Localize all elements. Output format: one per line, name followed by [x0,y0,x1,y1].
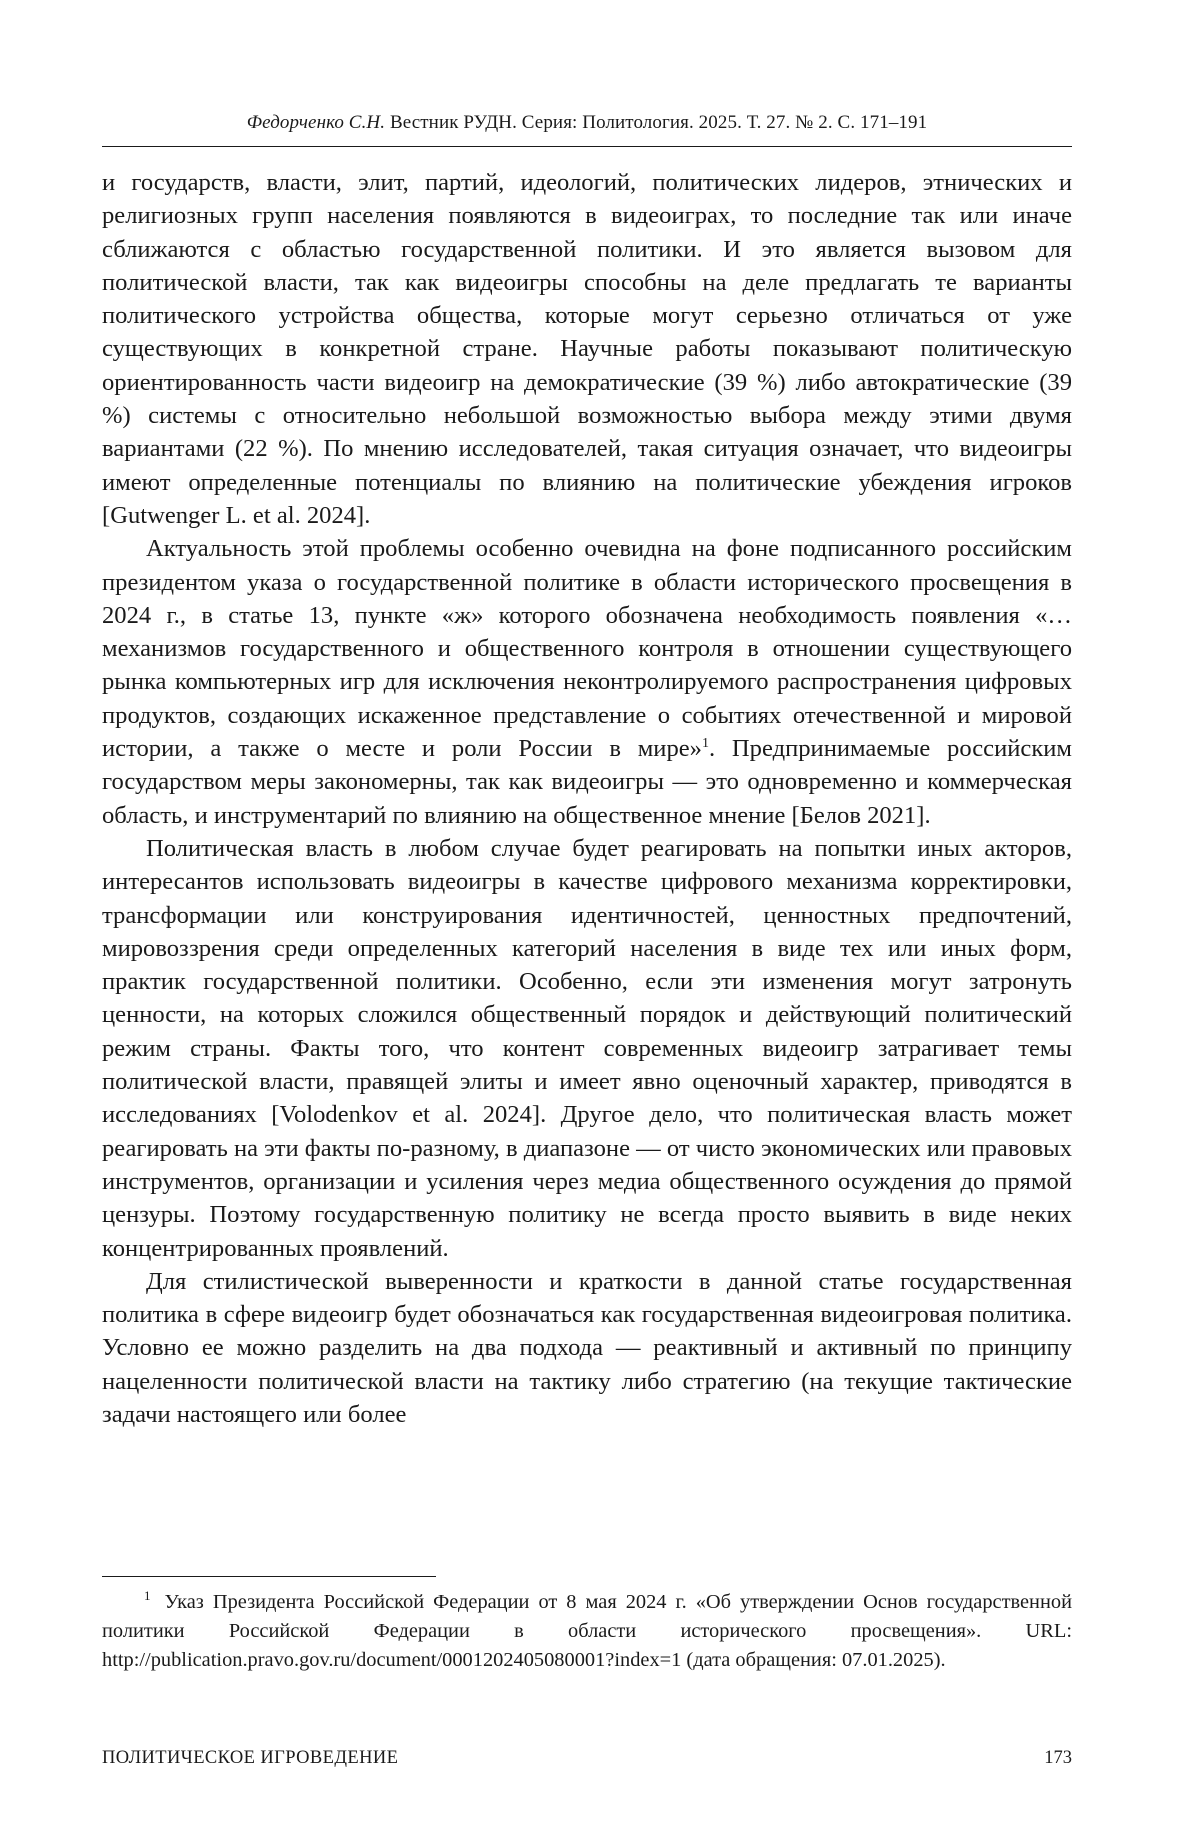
article-body [102,166,1072,1431]
journal-page [102,0,1072,1834]
paragraph-3: Политическая власть в любом случае будет реагировать на попытки иных акторов, интересантов использовать видеоигры в качестве цифрового механизма корректировки, трансформации или конструирования идентичностей, ценност­ных предпочтений, мировоззрения среди определенных категорий населения в виде тех или иных форм, практик государственной политики. Особенно, если эти изменения могут затронуть ценности, на которых сложился общественный порядок и действующий политический режим страны. Факты того, что контент современных видеоигр затрагивает темы политической власти, правящей эли­ты и имеет явно оценочный характер, приводятся в исследованиях [Volodenkov et al. 2024]. Другое дело, что политическая власть может реагировать на эти фак­ты по-разному, в диапазоне — от чисто экономических или правовых инстру­ментов, организации и усиления через медиа общественного осуждения до пря­мой цензуры. Поэтому государственную политику не всегда просто выявить в виде неких концентрированных проявлений. [102,832,1072,1265]
footnote-reference[interactable]: 1 [702,736,709,751]
footnote-text: Указ Президента Российской Федерации от 8 мая 2024 г. «Об утверждении Основ государ­ственной политики Российской Федерации в области исторического просвещения». URL: http://publication.pravo.gov.ru/document/0001202405080001?index=1 (дата обращения: 07.01.2025). [102,1591,1072,1671]
page-number: 173 [1044,1748,1072,1769]
paragraph-2-text-a: Актуальность этой проблемы особенно очевидна на фоне подписанного рос­сийским президентом указа о государственной политике в области историческо­го просвещения в 2024 г., в статье 13, пункте «ж» которого обозначена необходи­мость появления «…механизмов государственного и общественного контроля в отношении существующего рынка компьютерных игр для исключения некон­тролируемого распространения цифровых продуктов, создающих искаженное представление о событиях отечественной и мировой истории, а также о месте и роли России в мире» [102,535,1072,762]
paragraph-1: и государств, власти, элит, партий, идеологий, политических лидеров, этничес­ких и религиозных групп населения появляются в видеоиграх, то последние так или иначе сближаются с областью государственной политики. И это являет­ся вызовом для политической власти, так как видеоигры способны на деле пред­лагать те варианты политического устройства общества, которые могут серьезно отличаться от уже существующих в конкретной стране. Научные работы пока­зывают политическую ориентированность части видеоигр на демократические (39 %) либо автократические (39 %) системы с относительно небольшой возмож­ностью выбора между этими двумя вариантами (22 %). По мнению исследовате­лей, такая ситуация означает, что видеоигры имеют определенные потенциалы по влиянию на политические убеждения игроков [Gutwenger L. et al. 2024]. [102,166,1072,532]
footnote [102,1588,1072,1675]
header-rule [102,146,1072,147]
footnote-rule [102,1576,436,1577]
paragraph-2 [102,532,1072,832]
footer-section-title: ПОЛИТИЧЕСКОЕ ИГРОВЕДЕНИЕ [102,1748,398,1769]
running-head-journal: Вестник РУДН. Серия: Политология. 2025. Т. 27. № 2. С. 171–191 [385,112,927,133]
paragraph-4: Для стилистической выверенности и краткости в данной статье государ­ственная политика в сфере видеоигр будет обозначаться как государственная видеоигровая политика. Условно ее можно разделить на два подхода — реак­тивный и активный по принципу нацеленности политической власти на так­тику либо стратегию (на текущие тактические задачи настоящего или более [102,1265,1072,1431]
footnote-mark: 1 [144,1588,151,1603]
running-head [102,112,1072,134]
paragraph-2-text-b: . Предпринимаемые российским государством меры за­кономерны, так как видеоигры — это одновременно и коммерческая область, и инструментарий по влиянию на общественное мнение [Белов 2021]. [102,735,1072,829]
running-head-author: Федорченко С.Н. [247,112,385,133]
